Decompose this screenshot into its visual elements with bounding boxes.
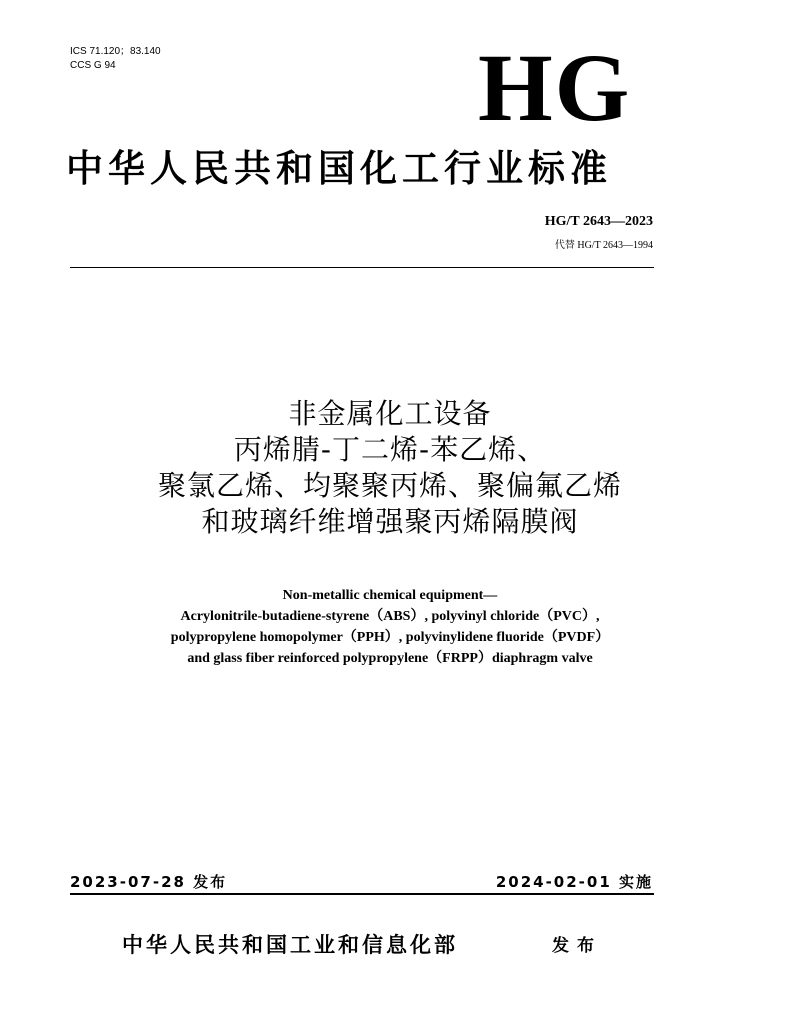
top-divider: [70, 267, 654, 268]
issuer-name: 中华人民共和国工业和信息化部: [122, 932, 458, 957]
org-title: 中华人民共和国化工行业标准: [66, 146, 612, 190]
issuer-action: 发布: [552, 936, 602, 956]
hg-logo: HG: [478, 34, 632, 141]
english-title: [60, 585, 720, 669]
chinese-title: [60, 396, 720, 540]
ics-code: ICS 71.120；83.140: [70, 46, 161, 57]
english-title-line: and glass fiber reinforced polypropylene（FRPP）diaphragm valve: [187, 651, 593, 666]
english-title-line: Non-metallic chemical equipment—: [282, 588, 498, 603]
implementation-date: 2024-02-01 实施: [495, 873, 653, 891]
replaced-standard: 代替 HG/T 2643—1994: [554, 240, 653, 251]
bottom-divider: [70, 893, 654, 895]
issue-date: 2023-07-28 发布: [70, 873, 228, 891]
english-title-line: Acrylonitrile-butadiene-styrene（ABS）, polyvinyl chloride（PVC）,: [180, 609, 600, 624]
chinese-title-line: 非金属化工设备: [288, 397, 492, 430]
standard-number: HG/T 2643—2023: [544, 214, 653, 229]
chinese-title-line: 丙烯腈-丁二烯-苯乙烯、: [233, 433, 547, 466]
chinese-title-line: 聚氯乙烯、均聚聚丙烯、聚偏氟乙烯: [157, 469, 622, 502]
english-title-line: polypropylene homopolymer（PPH）, polyvinylidene fluoride（PVDF）: [170, 630, 610, 645]
ccs-code: CCS G 94: [70, 60, 116, 71]
chinese-title-line: 和玻璃纤维增强聚丙烯隔膜阀: [201, 505, 579, 538]
